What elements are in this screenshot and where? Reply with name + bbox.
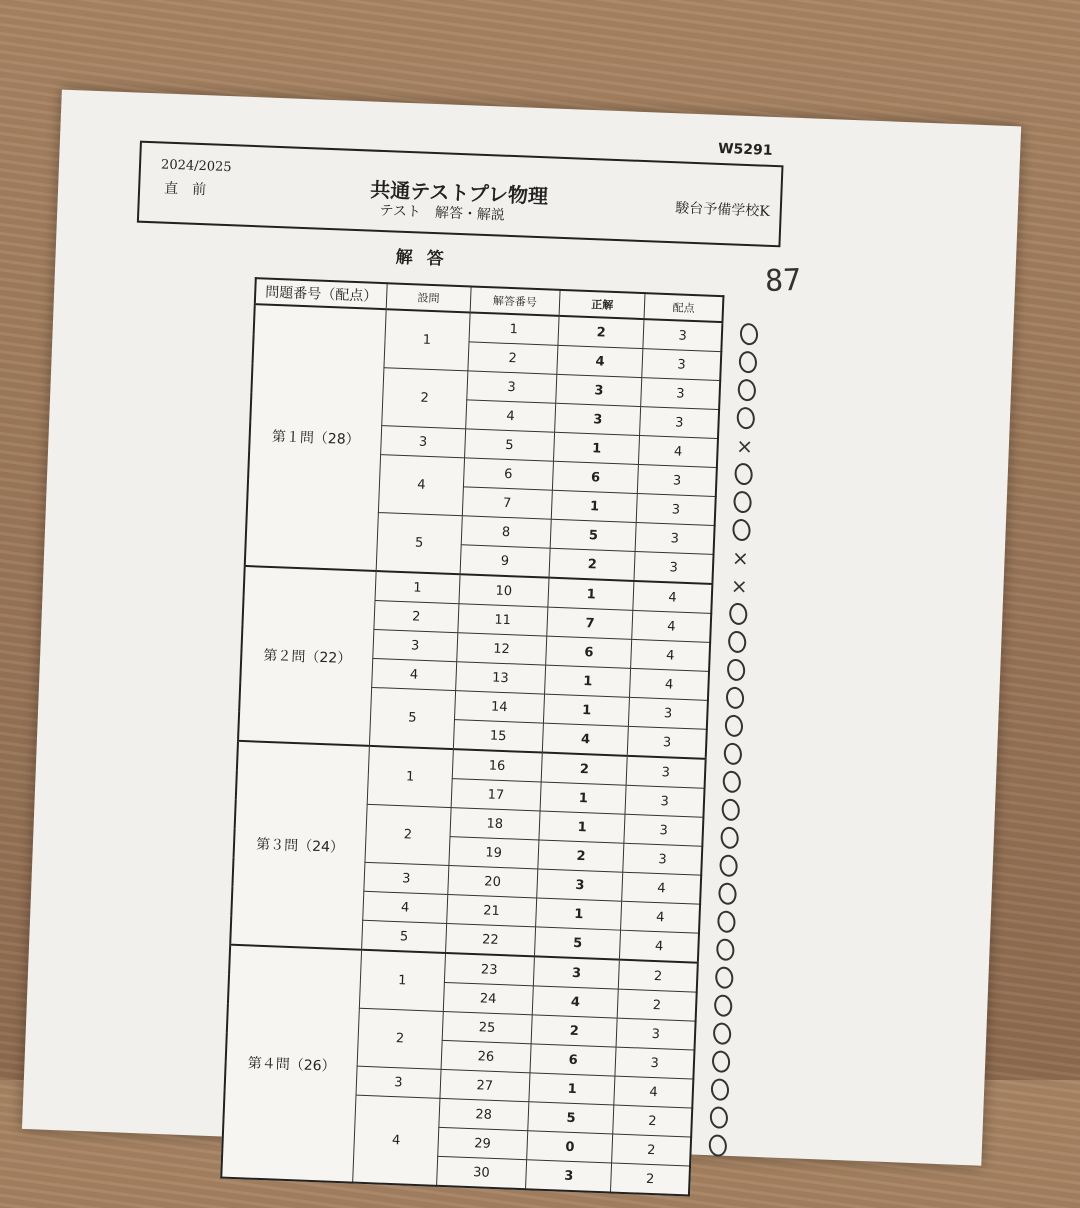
exam-term: 直前: [163, 180, 221, 199]
correct-answer-cell: 5: [550, 519, 636, 551]
correct-answer-cell: 3: [526, 1160, 612, 1193]
circle-mark-icon: [717, 882, 738, 906]
header-points: 配点: [644, 293, 723, 322]
correct-answer-cell: 7: [547, 607, 633, 639]
document-subtitle: テスト 解答・解説: [379, 202, 506, 224]
points-cell: 2: [611, 1163, 690, 1195]
correct-mark-circle: [701, 1047, 742, 1077]
answer-number-cell: 8: [461, 516, 551, 548]
school-name: 駿台予備学校K: [675, 200, 771, 220]
points-cell: 4: [620, 930, 699, 962]
points-cell: 3: [624, 814, 703, 846]
points-cell: 4: [633, 581, 712, 613]
question-cell: 2: [382, 368, 468, 429]
answer-number-cell: 19: [448, 837, 538, 869]
section-label: 第４問（26）: [221, 945, 362, 1183]
section-label: 第２問（22）: [238, 566, 376, 746]
points-cell: 4: [631, 639, 710, 671]
answer-number-cell: 6: [463, 458, 553, 490]
circle-mark-icon: [713, 994, 734, 1018]
circle-mark-icon: [725, 686, 746, 710]
correct-mark-circle: [715, 683, 756, 713]
correct-mark-circle: [728, 319, 769, 349]
question-cell: 5: [362, 920, 447, 953]
question-cell: 1: [367, 746, 453, 808]
correct-mark-circle: [707, 879, 748, 909]
header-answer-number: 解答番号: [470, 286, 560, 315]
question-cell: 3: [381, 426, 465, 458]
correct-answer-cell: 2: [541, 753, 627, 786]
correct-answer-cell: 4: [532, 986, 618, 1018]
answer-number-cell: 23: [444, 953, 534, 986]
correct-answer-cell: 5: [534, 927, 620, 960]
circle-mark-icon: [716, 910, 737, 934]
correct-answer-cell: 1: [529, 1073, 615, 1105]
question-cell: 2: [365, 804, 451, 865]
correct-mark-circle: [705, 935, 746, 965]
correct-mark-circle: [723, 459, 764, 489]
points-cell: 3: [629, 697, 708, 729]
question-cell: 1: [375, 571, 460, 604]
header-section: 問題番号（配点）: [255, 278, 388, 309]
correct-mark-circle: [718, 599, 759, 629]
circle-mark-icon: [714, 966, 735, 990]
x-mark-icon: ×: [735, 433, 754, 459]
answer-number-cell: 27: [440, 1069, 530, 1101]
points-cell: 3: [642, 349, 721, 381]
correct-answer-cell: 1: [543, 694, 629, 726]
correct-answer-cell: 2: [549, 548, 635, 581]
points-cell: 4: [622, 872, 701, 904]
question-cell: 2: [374, 601, 458, 633]
points-cell: 3: [640, 407, 719, 439]
correct-answer-cell: 2: [558, 316, 644, 349]
answers-heading: 解答: [395, 247, 459, 270]
answer-number-cell: 2: [467, 342, 557, 374]
answer-sheet-paper: [22, 90, 1021, 1187]
circle-mark-icon: [722, 742, 743, 766]
correct-answer-cell: 4: [557, 345, 643, 377]
correct-answer-cell: 3: [533, 956, 619, 989]
points-cell: 3: [616, 1018, 695, 1050]
points-cell: 2: [618, 989, 697, 1021]
points-cell: 3: [635, 522, 714, 554]
answer-number-cell: 3: [466, 371, 556, 403]
incorrect-mark-x: [720, 543, 761, 573]
correct-mark-circle: [697, 1131, 738, 1161]
correct-mark-circle: [706, 907, 747, 937]
answer-number-cell: 18: [450, 808, 540, 840]
points-cell: 3: [638, 465, 717, 497]
points-cell: 4: [632, 610, 711, 642]
circle-mark-icon: [736, 378, 757, 402]
correct-answer-cell: 6: [552, 461, 638, 493]
correct-mark-circle: [699, 1075, 740, 1105]
section-label: 第３問（24）: [230, 741, 369, 950]
x-mark-icon: ×: [730, 573, 749, 599]
question-cell: 3: [373, 629, 457, 661]
correct-answer-cell: 1: [539, 811, 625, 843]
correct-mark-circle: [716, 655, 757, 685]
answer-number-cell: 9: [460, 545, 550, 578]
question-cell: 1: [360, 950, 446, 1012]
correct-answer-cell: 1: [536, 898, 622, 930]
correct-mark-circle: [713, 711, 754, 741]
question-cell: 4: [372, 658, 456, 690]
circle-mark-icon: [718, 854, 739, 878]
circle-mark-icon: [733, 462, 754, 486]
correct-mark-circle: [722, 487, 763, 517]
correct-answer-cell: 1: [545, 665, 631, 697]
handwritten-score: 87: [764, 262, 802, 299]
points-cell: 4: [630, 668, 709, 700]
circle-mark-icon: [715, 938, 736, 962]
points-cell: 3: [643, 319, 722, 351]
academic-year: 2024/2025: [160, 157, 232, 176]
question-cell: 4: [353, 1095, 440, 1186]
answer-number-cell: 4: [465, 400, 555, 432]
correct-answer-cell: 1: [554, 432, 640, 464]
answer-number-cell: 1: [469, 312, 559, 345]
correct-mark-circle: [727, 347, 768, 377]
circle-mark-icon: [711, 1050, 732, 1074]
question-cell: 4: [363, 891, 447, 923]
correct-mark-circle: [710, 795, 751, 825]
answer-number-cell: 21: [446, 894, 536, 926]
incorrect-mark-x: [719, 571, 760, 601]
points-cell: 4: [614, 1076, 693, 1108]
correct-answer-cell: 3: [537, 869, 623, 901]
answer-table: [220, 277, 724, 1196]
answer-number-cell: 28: [438, 1098, 528, 1130]
correct-mark-circle: [721, 515, 762, 545]
circle-mark-icon: [731, 518, 752, 542]
points-cell: 4: [621, 901, 700, 933]
circle-mark-icon: [724, 714, 745, 738]
answer-number-cell: 7: [462, 487, 552, 519]
correct-answer-cell: 5: [528, 1102, 614, 1134]
correct-mark-circle: [703, 991, 744, 1021]
circle-mark-icon: [710, 1077, 731, 1101]
correct-answer-cell: 6: [546, 636, 632, 668]
header-question: 設問: [386, 283, 470, 312]
answer-number-cell: 30: [436, 1156, 526, 1189]
points-cell: 2: [612, 1134, 691, 1166]
circle-mark-icon: [721, 770, 742, 794]
correct-answer-cell: 1: [548, 578, 634, 611]
correct-mark-circle: [725, 403, 766, 433]
correct-answer-cell: 4: [542, 723, 628, 756]
circle-mark-icon: [727, 630, 748, 654]
header-correct: 正解: [559, 290, 645, 319]
question-cell: 3: [356, 1066, 440, 1098]
circle-mark-icon: [726, 658, 747, 682]
incorrect-mark-x: [724, 431, 765, 461]
circle-mark-icon: [720, 798, 741, 822]
answer-number-cell: 5: [464, 429, 554, 461]
correct-answer-cell: 6: [530, 1044, 616, 1076]
correct-mark-circle: [711, 767, 752, 797]
answer-number-cell: 24: [443, 982, 533, 1014]
correct-mark-circle: [726, 375, 767, 405]
circle-mark-icon: [732, 490, 753, 514]
points-cell: 3: [615, 1047, 694, 1079]
points-cell: 2: [619, 960, 698, 992]
circle-mark-icon: [735, 406, 756, 430]
circle-mark-icon: [712, 1022, 733, 1046]
document-title: 共通テストプレ物理: [369, 177, 549, 209]
correct-answer-cell: 1: [551, 490, 637, 522]
answer-number-cell: 26: [441, 1040, 531, 1072]
header-box: [137, 141, 784, 248]
correct-mark-circle: [708, 851, 749, 881]
answer-number-cell: 20: [447, 866, 537, 898]
question-cell: 2: [357, 1008, 443, 1069]
points-cell: 3: [625, 785, 704, 817]
answer-number-cell: 29: [437, 1127, 527, 1159]
answer-number-cell: 14: [454, 691, 544, 723]
answer-number-cell: 10: [459, 574, 549, 607]
points-cell: 4: [639, 436, 718, 468]
circle-mark-icon: [709, 1105, 730, 1129]
correct-answer-cell: 1: [540, 782, 626, 814]
points-cell: 3: [623, 843, 702, 875]
answer-number-cell: 16: [452, 749, 542, 782]
x-mark-icon: ×: [731, 545, 750, 571]
correct-answer-cell: 3: [556, 374, 642, 406]
correct-mark-circle: [709, 823, 750, 853]
circle-mark-icon: [739, 322, 760, 346]
answer-number-cell: 25: [442, 1011, 532, 1043]
answer-number-cell: 13: [455, 662, 545, 694]
answer-number-cell: 22: [445, 923, 535, 956]
correct-answer-cell: 0: [527, 1131, 613, 1163]
correct-mark-circle: [717, 627, 758, 657]
correct-mark-circle: [702, 1019, 743, 1049]
document-code: W5291: [717, 140, 773, 159]
correct-answer-cell: 3: [555, 403, 641, 435]
points-cell: 3: [627, 756, 706, 788]
points-cell: 2: [613, 1105, 692, 1137]
correct-answer-cell: 2: [538, 840, 624, 872]
question-cell: 3: [364, 862, 448, 894]
question-cell: 4: [379, 455, 465, 516]
answer-number-cell: 17: [451, 779, 541, 811]
answer-number-cell: 11: [457, 604, 547, 636]
answer-table-body: [221, 304, 722, 1195]
circle-mark-icon: [719, 826, 740, 850]
correct-answer-cell: 2: [531, 1015, 617, 1047]
correct-mark-circle: [698, 1103, 739, 1133]
circle-mark-icon: [738, 350, 759, 374]
section-label: 第１問（28）: [245, 304, 387, 571]
answer-number-cell: 12: [456, 633, 546, 665]
circle-mark-icon: [707, 1133, 728, 1157]
points-cell: 3: [641, 378, 720, 410]
points-cell: 3: [628, 726, 707, 758]
correct-mark-circle: [712, 739, 753, 769]
points-cell: 3: [637, 494, 716, 526]
correct-mark-circle: [704, 963, 745, 993]
circle-mark-icon: [728, 602, 749, 626]
answer-number-cell: 15: [453, 720, 543, 753]
question-cell: 5: [370, 687, 456, 749]
points-cell: 3: [634, 551, 713, 583]
question-cell: 1: [384, 309, 470, 371]
question-cell: 5: [376, 513, 462, 575]
